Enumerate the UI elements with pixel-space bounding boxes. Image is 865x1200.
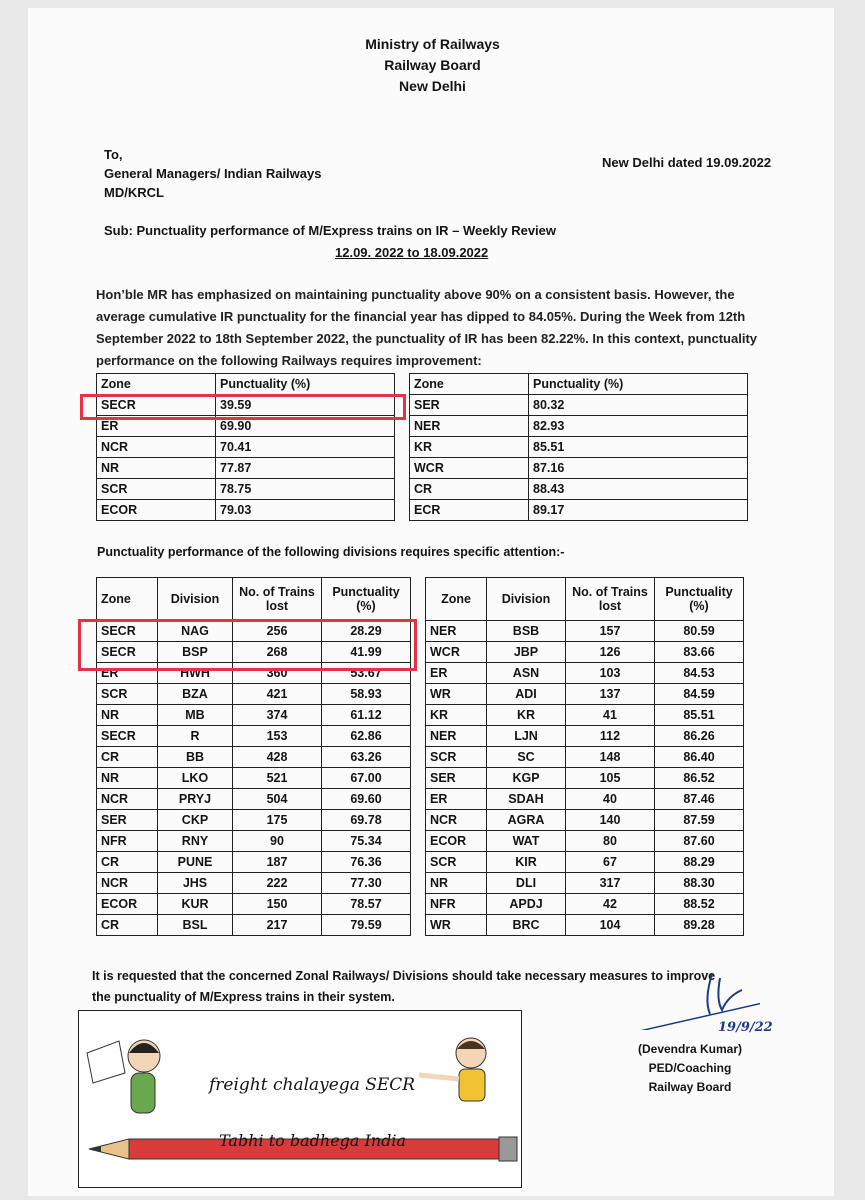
signatory-block xyxy=(620,1040,760,1097)
column-gap xyxy=(411,873,426,894)
table-cell: BRC xyxy=(487,915,566,936)
table-cell: ER xyxy=(426,789,487,810)
table-cell: DLI xyxy=(487,873,566,894)
table-cell: CR xyxy=(97,747,158,768)
table-row xyxy=(97,768,744,789)
table-cell: 88.30 xyxy=(655,873,744,894)
table-cell: WR xyxy=(426,915,487,936)
table-cell: 79.03 xyxy=(216,500,395,521)
table-cell: LKO xyxy=(158,768,233,789)
slogan-line-1: freight chalayega SECR xyxy=(209,1075,416,1095)
table-cell: 69.90 xyxy=(216,416,395,437)
table-cell: CKP xyxy=(158,810,233,831)
table-cell: KR xyxy=(426,705,487,726)
table-cell: PRYJ xyxy=(158,789,233,810)
table-cell: 105 xyxy=(566,768,655,789)
table-cell: BZA xyxy=(158,684,233,705)
header-cell: Punctuality (%) xyxy=(216,374,395,395)
table-cell: NCR xyxy=(97,437,216,458)
table-cell: 521 xyxy=(233,768,322,789)
table-cell: 63.26 xyxy=(322,747,411,768)
table-cell: SCR xyxy=(426,852,487,873)
table-cell: 28.29 xyxy=(322,621,411,642)
table-cell: NCR xyxy=(97,873,158,894)
table-cell: 222 xyxy=(233,873,322,894)
table-cell: SCR xyxy=(97,684,158,705)
table-cell: ER xyxy=(426,663,487,684)
table-cell: CR xyxy=(410,479,529,500)
table-cell: JBP xyxy=(487,642,566,663)
table-cell: 84.53 xyxy=(655,663,744,684)
signature-date: 19/9/22 xyxy=(718,1020,773,1035)
table-cell: ADI xyxy=(487,684,566,705)
table-cell: 360 xyxy=(233,663,322,684)
table-cell: R xyxy=(158,726,233,747)
column-gap xyxy=(411,810,426,831)
table-cell: 86.52 xyxy=(655,768,744,789)
table-cell: NCR xyxy=(97,789,158,810)
table-cell: 70.41 xyxy=(216,437,395,458)
column-gap xyxy=(411,726,426,747)
table-cell: KGP xyxy=(487,768,566,789)
table-cell: ER xyxy=(97,663,158,684)
table-cell: NAG xyxy=(158,621,233,642)
ministry-heading: Ministry of Railways xyxy=(365,36,500,52)
column-gap xyxy=(411,768,426,789)
table-cell: 175 xyxy=(233,810,322,831)
signatory-designation: PED/Coaching xyxy=(648,1061,732,1075)
table-cell: 53.67 xyxy=(322,663,411,684)
table-cell: 80.32 xyxy=(529,395,748,416)
table-cell: 42 xyxy=(566,894,655,915)
table-cell: BSB xyxy=(487,621,566,642)
table-cell: 41 xyxy=(566,705,655,726)
table-row xyxy=(97,684,744,705)
column-gap xyxy=(411,852,426,873)
table-cell: 268 xyxy=(233,642,322,663)
table-cell: RNY xyxy=(158,831,233,852)
table-cell: WR xyxy=(426,684,487,705)
recipient-line2: MD/KRCL xyxy=(104,185,164,200)
table-cell: SECR xyxy=(97,621,158,642)
table-cell: APDJ xyxy=(487,894,566,915)
table-cell: NR xyxy=(97,705,158,726)
table-cell: 84.59 xyxy=(655,684,744,705)
table-cell: 187 xyxy=(233,852,322,873)
table-cell: SECR xyxy=(97,642,158,663)
table-cell: ECOR xyxy=(97,500,216,521)
table-cell: 67 xyxy=(566,852,655,873)
column-gap xyxy=(411,578,426,621)
table-cell: 88.52 xyxy=(655,894,744,915)
table-cell: BB xyxy=(158,747,233,768)
table-row xyxy=(97,500,748,521)
table-cell: 317 xyxy=(566,873,655,894)
table-cell: 77.87 xyxy=(216,458,395,479)
secr-highlight-box xyxy=(80,394,406,420)
table-cell: 104 xyxy=(566,915,655,936)
table-cell: 83.66 xyxy=(655,642,744,663)
table-cell: 103 xyxy=(566,663,655,684)
header-cell: Division xyxy=(487,578,566,621)
table-header-row xyxy=(97,578,744,621)
table-row xyxy=(97,810,744,831)
header-cell: Zone xyxy=(97,578,158,621)
table-cell: 112 xyxy=(566,726,655,747)
table-cell: JHS xyxy=(158,873,233,894)
header-cell: Division xyxy=(158,578,233,621)
table-cell: 86.40 xyxy=(655,747,744,768)
table-cell: NER xyxy=(410,416,529,437)
division-heading: Punctuality performance of the following divisions requires specific attention:- xyxy=(97,545,565,559)
table-cell: ECOR xyxy=(97,894,158,915)
table-cell: SECR xyxy=(97,726,158,747)
table-cell: 148 xyxy=(566,747,655,768)
table-cell: 82.93 xyxy=(529,416,748,437)
table-cell: 137 xyxy=(566,684,655,705)
header-cell: Punctuality (%) xyxy=(322,578,411,621)
table-cell: ECR xyxy=(410,500,529,521)
body-paragraph: Hon’ble MR has emphasized on maintaining punctuality above 90% on a consistent basis. However, the average cumulative IR punctuality for the financial year has dipped to 84.05%. During the Week from 12th September 2022 to 18th September 2022, the punctuality of IR has been 82.22%. In this context, punctuality performance on the following Railways requires improvement: xyxy=(96,287,758,368)
table-cell: SER xyxy=(410,395,529,416)
table-cell: NFR xyxy=(426,894,487,915)
table-cell: 140 xyxy=(566,810,655,831)
table-cell: LJN xyxy=(487,726,566,747)
subject-line: Sub: Punctuality performance of M/Express trains on IR – Weekly Review xyxy=(104,223,556,238)
table-cell: 85.51 xyxy=(655,705,744,726)
table-row xyxy=(97,437,748,458)
table-cell: MB xyxy=(158,705,233,726)
table-cell: 89.28 xyxy=(655,915,744,936)
table-cell: 88.43 xyxy=(529,479,748,500)
table-cell: CR xyxy=(97,852,158,873)
board-heading: Railway Board xyxy=(384,57,481,73)
table-cell: 78.57 xyxy=(322,894,411,915)
table-cell: 504 xyxy=(233,789,322,810)
column-gap xyxy=(411,789,426,810)
table-cell: SCR xyxy=(426,747,487,768)
city-heading: New Delhi xyxy=(399,78,466,94)
table-cell: 157 xyxy=(566,621,655,642)
table-row xyxy=(97,705,744,726)
table-cell: 39.59 xyxy=(216,395,395,416)
table-cell: 61.12 xyxy=(322,705,411,726)
table-row xyxy=(97,852,744,873)
to-label: To, xyxy=(104,147,123,162)
table-row xyxy=(97,747,744,768)
table-cell: BSL xyxy=(158,915,233,936)
table-cell: WCR xyxy=(426,642,487,663)
table-cell: 78.75 xyxy=(216,479,395,500)
table-row xyxy=(97,873,744,894)
column-gap xyxy=(395,479,410,500)
table-cell: 77.30 xyxy=(322,873,411,894)
secr-slogan-logo xyxy=(78,1010,522,1188)
table-cell: AGRA xyxy=(487,810,566,831)
table-cell: 79.59 xyxy=(322,915,411,936)
signatory-office: Railway Board xyxy=(648,1080,732,1094)
table-cell: NCR xyxy=(426,810,487,831)
table-cell: PUNE xyxy=(158,852,233,873)
pencil-kids-illustration xyxy=(79,1011,521,1187)
table-row xyxy=(97,894,744,915)
letter-date: New Delhi dated 19.09.2022 xyxy=(602,155,772,170)
table-cell: KR xyxy=(410,437,529,458)
column-gap xyxy=(411,747,426,768)
table-cell: 87.59 xyxy=(655,810,744,831)
table-cell: 80 xyxy=(566,831,655,852)
column-gap xyxy=(395,458,410,479)
header-cell: Punctuality (%) xyxy=(529,374,748,395)
table-cell: NFR xyxy=(97,831,158,852)
table-header-row xyxy=(97,374,748,395)
table-cell: 40 xyxy=(566,789,655,810)
table-cell: 87.60 xyxy=(655,831,744,852)
closing-request: It is requested that the concerned Zonal Railways/ Divisions should take necessary measures to improve the punctuality of M/Express trains in their system. xyxy=(92,969,716,1004)
table-cell: 126 xyxy=(566,642,655,663)
table-cell: NR xyxy=(97,458,216,479)
table-cell: ECOR xyxy=(426,831,487,852)
table-cell: 85.51 xyxy=(529,437,748,458)
table-cell: 76.36 xyxy=(322,852,411,873)
header-cell: Zone xyxy=(97,374,216,395)
column-gap xyxy=(411,915,426,936)
table-cell: 153 xyxy=(233,726,322,747)
table-cell: KUR xyxy=(158,894,233,915)
table-row xyxy=(97,831,744,852)
table-cell: SECR xyxy=(97,395,216,416)
header-cell: Punctuality (%) xyxy=(655,578,744,621)
table-row xyxy=(97,789,744,810)
table-cell: NR xyxy=(97,768,158,789)
table-cell: 80.59 xyxy=(655,621,744,642)
column-gap xyxy=(395,500,410,521)
table-cell: BSP xyxy=(158,642,233,663)
table-cell: 86.26 xyxy=(655,726,744,747)
table-cell: 421 xyxy=(233,684,322,705)
table-cell: ER xyxy=(97,416,216,437)
table-cell: 69.78 xyxy=(322,810,411,831)
column-gap xyxy=(411,684,426,705)
table-cell: 88.29 xyxy=(655,852,744,873)
table-cell: SC xyxy=(487,747,566,768)
table-cell: NR xyxy=(426,873,487,894)
table-cell: NER xyxy=(426,726,487,747)
table-row xyxy=(97,915,744,936)
column-gap xyxy=(395,374,410,395)
table-row xyxy=(97,479,748,500)
table-cell: 374 xyxy=(233,705,322,726)
table-cell: SCR xyxy=(97,479,216,500)
table-cell: HWH xyxy=(158,663,233,684)
secr-divisions-highlight-box xyxy=(78,619,417,671)
table-cell: WCR xyxy=(410,458,529,479)
table-cell: 89.17 xyxy=(529,500,748,521)
table-cell: SER xyxy=(97,810,158,831)
header-cell: No. of Trains lost xyxy=(566,578,655,621)
table-cell: 62.86 xyxy=(322,726,411,747)
recipient-line1: General Managers/ Indian Railways xyxy=(104,166,322,181)
signatory-name: (Devendra Kumar) xyxy=(637,1042,743,1056)
column-gap xyxy=(411,705,426,726)
table-cell: 428 xyxy=(233,747,322,768)
header-cell: Zone xyxy=(426,578,487,621)
table-cell: 90 xyxy=(233,831,322,852)
table-row xyxy=(97,726,744,747)
table-cell: 217 xyxy=(233,915,322,936)
slogan-line-2: Tabhi to badhega India xyxy=(219,1131,407,1150)
table-cell: ASN xyxy=(487,663,566,684)
table-cell: 67.00 xyxy=(322,768,411,789)
table-row xyxy=(97,458,748,479)
table-cell: 87.46 xyxy=(655,789,744,810)
table-cell: 256 xyxy=(233,621,322,642)
table-cell: 41.99 xyxy=(322,642,411,663)
header-cell: No. of Trains lost xyxy=(233,578,322,621)
table-cell: NER xyxy=(426,621,487,642)
table-cell: 87.16 xyxy=(529,458,748,479)
table-cell: WAT xyxy=(487,831,566,852)
table-cell: 58.93 xyxy=(322,684,411,705)
table-cell: 75.34 xyxy=(322,831,411,852)
table-cell: 69.60 xyxy=(322,789,411,810)
column-gap xyxy=(411,831,426,852)
header-cell: Zone xyxy=(410,374,529,395)
subject-date-range: 12.09. 2022 to 18.09.2022 xyxy=(335,245,489,260)
table-cell: KIR xyxy=(487,852,566,873)
table-cell: KR xyxy=(487,705,566,726)
table-cell: CR xyxy=(97,915,158,936)
column-gap xyxy=(395,437,410,458)
table-cell: 150 xyxy=(233,894,322,915)
column-gap xyxy=(411,894,426,915)
table-cell: SER xyxy=(426,768,487,789)
table-cell: SDAH xyxy=(487,789,566,810)
